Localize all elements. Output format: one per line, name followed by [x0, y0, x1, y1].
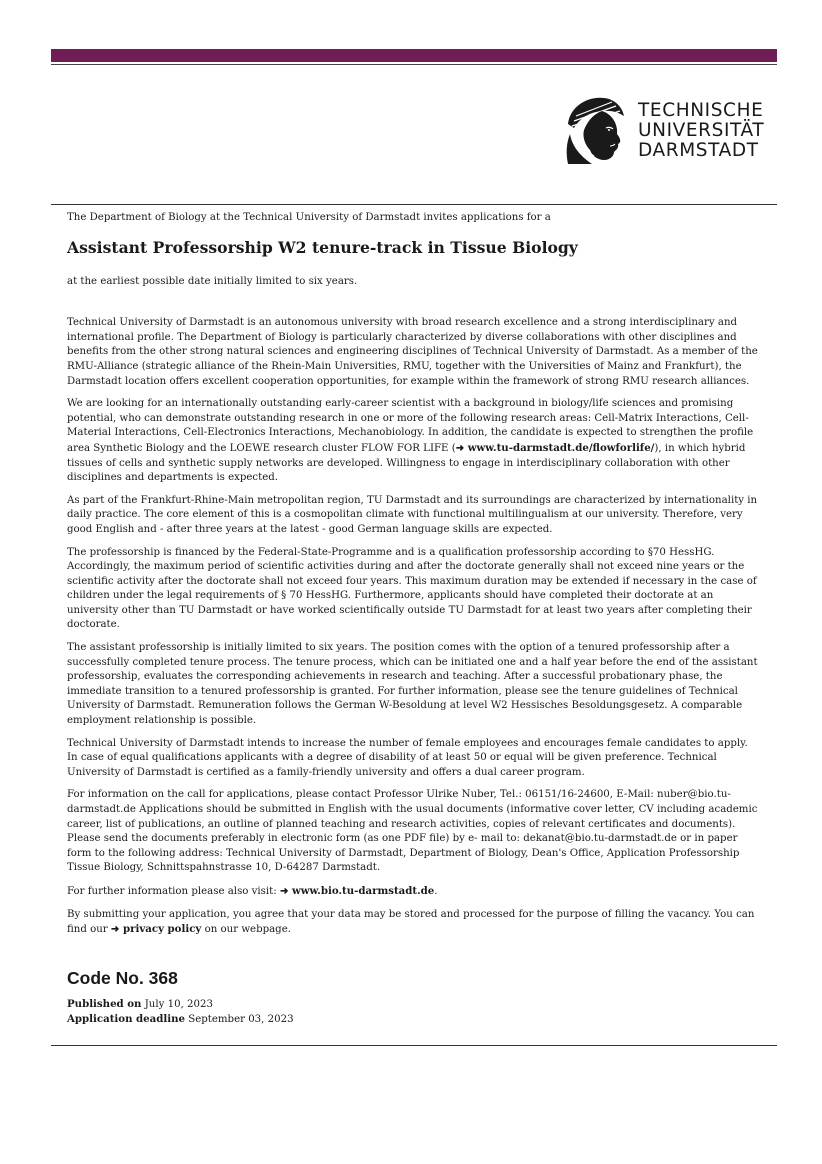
job-posting — [67, 211, 761, 1028]
paragraph-text: . — [434, 885, 438, 897]
position-title: Assistant Professorship W2 tenure-track in Tissue Biology — [67, 237, 578, 257]
published-label: Published on — [67, 997, 142, 1010]
paragraph-text: We are looking for an internationally outstanding early-career scientist with a background in biology/life sciences and promising potential, who can demonstrate outstanding research in one or more of the following research areas: Cell-Matrix Interactions, Cell-Material Interactions, Cell-Electronics Interactions, Mechanobiology. In addition, the candidate is expected to strengthen the profile area Synthetic Biology and the LOEWE research cluster FLOW FOR LIFE ( — [67, 398, 754, 454]
content-bottom-rule — [51, 1045, 777, 1046]
paragraph-language: As part of the Frankfurt-Rhine-Main metropolitan region, TU Darmstadt and its surroundings are characterized by internationality in daily practice. The core element of this is a cosmopolitan climate with functional multilingualism at our university. Therefore, very good English and - after three years at the latest - good German language skills are expected. — [67, 494, 758, 535]
paragraph-contact: For information on the call for applications, please contact Professor Ulrike Nuber, Tel.: 06151/16-24600, E-Mail: nuber@bio.tu-darmstadt.de Applications should be submitted in English with the usual documents (informative cover letter, CV including academic career, list of publications, an outline of planned teaching and research activities, copies of relevant certificates and documents). Please send the documents preferably in electronic form (as one PDF file) by e- mail to: dekanat@bio.tu-darmstadt.de or in paper form to the following address: Technical University of Darmstadt, Department of Biology, Dean's Office, Application Professorship Tissue Biology, Schnittspahnstrasse 10, D-64287 Darmstadt. — [67, 789, 758, 874]
published-row — [67, 997, 761, 1012]
paragraph-text: ), in which hybrid tissues of cells and synthetic supply networks are developed. Willingness to engage in interdisciplinary collaboration with other disciplines and departments is expected. — [67, 442, 746, 484]
wordmark-line: DARMSTADT — [638, 140, 759, 161]
position-subtitle: at the earliest possible date initially limited to six years. — [67, 275, 358, 287]
deadline-row — [67, 1012, 761, 1027]
wordmark-line: TECHNISCHE — [638, 100, 764, 121]
privacy-policy-link[interactable]: ➜ privacy policy — [110, 923, 202, 936]
body-text — [67, 316, 761, 938]
paragraph-privacy — [67, 908, 761, 938]
wordmark-line: UNIVERSITÄT — [638, 120, 765, 141]
header-divider — [51, 64, 777, 65]
paragraph-equality: Technical University of Darmstadt intends to increase the number of female employees and encourages female candidates to apply. In case of equal qualifications applicants with a degree of disability of at least 50 or equal will be given preference. Technical University of Darmstadt is certified as a family-friendly university and offers a dual career program. — [67, 737, 748, 778]
deadline-label: Application deadline — [67, 1013, 185, 1026]
paragraph-tenure: The assistant professorship is initially limited to six years. The position comes with the option of a tenured professorship after a successfully completed tenure process. The tenure process, which can be initiated one and a half year before the end of the assistant professorship, evaluates the corresponding achievements in research and teaching. After a successful probationary phase, the immediate transition to a tenured professorship is granted. For further information, please see the tenure guidelines of Technical University of Darmstadt. Remuneration follows the German W-Besoldung at level W2 Hessisches Besoldungsgesetz. A comparable employment relationship is possible. — [67, 642, 758, 727]
content-top-rule — [51, 204, 777, 205]
paragraph-further-info — [67, 884, 761, 900]
header-color-bar — [51, 49, 777, 62]
code-number: Code No. 368 — [67, 967, 178, 988]
paragraph-text: By submitting your application, you agree that your data may be stored and processed for the purpose of filling the vacancy. You can find our — [67, 908, 755, 936]
paragraph-text: on our webpage. — [201, 924, 291, 936]
bio-website-link[interactable]: ➜ www.bio.tu-darmstadt.de — [279, 884, 435, 897]
athena-head-icon — [562, 94, 626, 166]
paragraph-university: Technical University of Darmstadt is an autonomous university with broad research excellence and a strong interdisciplinary and international profile. The Department of Biology is particularly characterized by diverse collaborations with other disciplines and benefits from the other strong natural sciences and engineering disciplines of Technical University of Darmstadt. As a member of the RMU-Alliance (strategic alliance of the Rhein-Main Universities, RMU, together with the Universities of Mainz and Frankfurt), the Darmstadt location offers excellent cooperation opportunities, for example within the framework of strong RMU research alliances. — [67, 317, 758, 387]
university-logo — [562, 94, 765, 166]
paragraph-text: For further information please also visit: — [67, 885, 280, 897]
intro-text: The Department of Biology at the Technical University of Darmstadt invites applications for a — [67, 212, 551, 223]
paragraph-financing: The professorship is financed by the Federal-State-Programme and is a qualification professorship according to §70 HessHG. Accordingly, the maximum period of scientific activities during and after the doctorate generally shall not exceed nine years or the scientific activity after the doctorate shall not exceed four years. This maximum duration may be extended if necessary in the case of children under the legal requirements of § 70 HessHG. Furthermore, applicants should have completed their doctorate at an university other than TU Darmstadt or have worked scientifically outside TU Darmstadt for at least two years after completing their doctorate. — [67, 546, 757, 631]
deadline-value: September 03, 2023 — [188, 1014, 294, 1026]
flowforlife-link[interactable]: ➜ www.tu-darmstadt.de/flowforlife/ — [455, 441, 655, 454]
paragraph-profile — [67, 397, 761, 486]
posting-dates — [67, 997, 761, 1028]
published-value: July 10, 2023 — [144, 998, 213, 1010]
university-wordmark — [638, 101, 764, 161]
